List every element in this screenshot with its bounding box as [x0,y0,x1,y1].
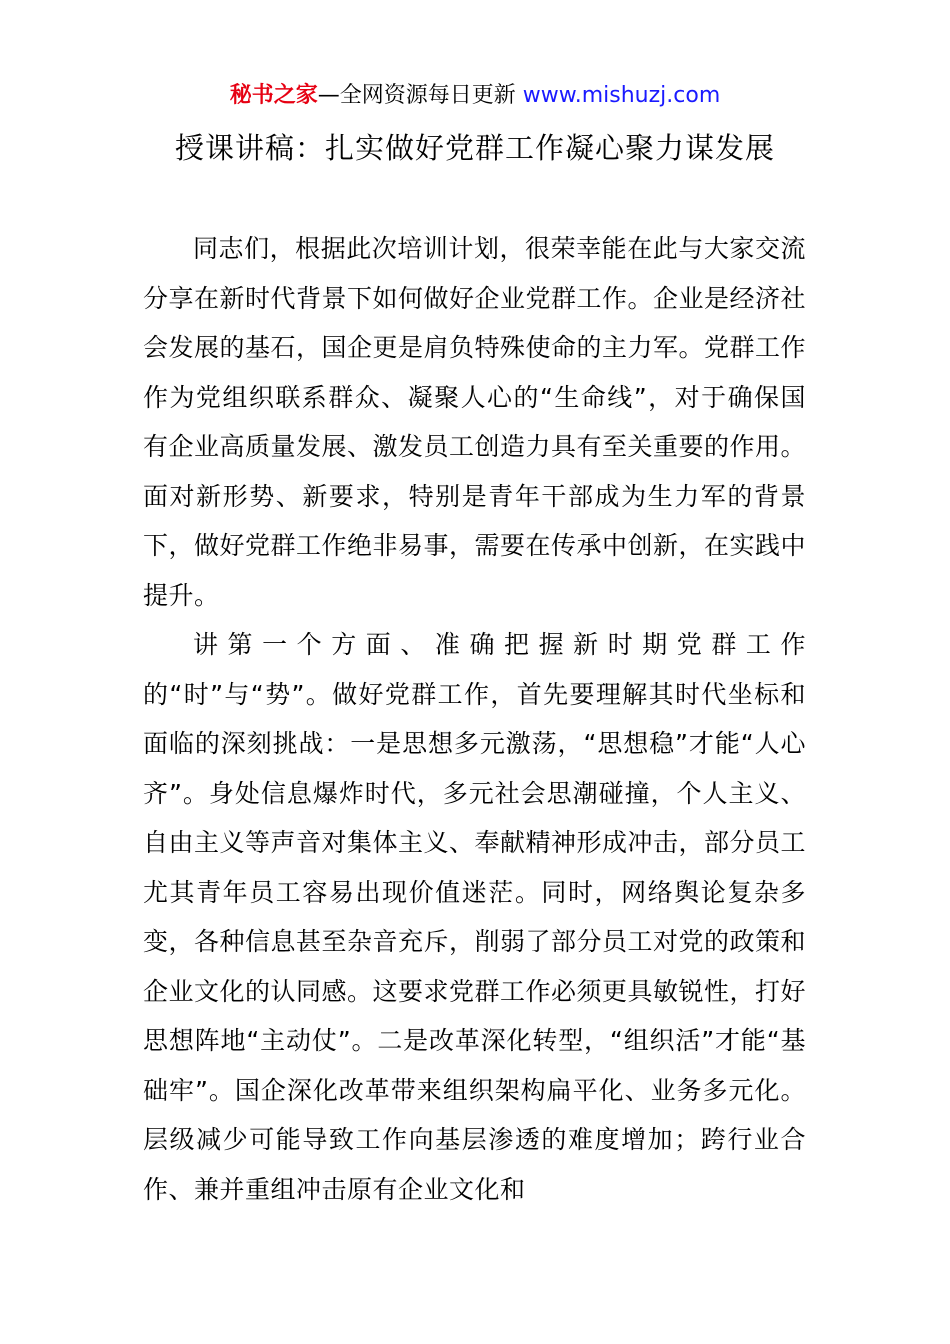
site-tagline: —全网资源每日更新 [317,83,523,108]
document-title: 授课讲稿：扎实做好党群工作凝心聚力谋发展 [174,131,775,165]
site-url-link[interactable]: www.mishuzj.com [522,83,721,108]
paragraph-intro: 同志们，根据此次培训计划，很荣幸能在此与大家交流分享在新时代背景下如何做好企业党群工作。企业是经济社会发展的基石，国企更是肩负特殊使命的主力军。党群工作作为党组织联系群众、凝聚人心的“生命线”，对于确保国有企业高质量发展、激发员工创造力具有至关重要的作用。面对新形势、新要求，特别是青年干部成为生力军的背景下，做好党群工作绝非易事，需要在传承中创新，在实践中提升。 [143,234,807,610]
site-header [0,80,950,112]
brand-name: 秘书之家 [229,83,318,108]
document-body [143,224,806,1214]
paragraph-section-one: 讲第一个方面、准确把握新时期党群工作的“时”与“势”。做好党群工作，首先要理解其时代坐标和面临的深刻挑战：一是思想多元激荡，“思想稳”才能“人心齐”。身处信息爆炸时代，多元社会思潮碰撞，个人主义、自由主义等声音对集体主义、奉献精神形成冲击，部分员工尤其青年员工容易出现价值迷茫。同时，网络舆论复杂多变，各种信息甚至杂音充斥，削弱了部分员工对党的政策和企业文化的认同感。这要求党群工作必须更具敏锐性，打好思想阵地“主动仗”。二是改革深化转型，“组织活”才能“基础牢”。国企深化改革带来组织架构扁平化、业务多元化。层级减少可能导致工作向基层渗透的难度增加；跨行业合作、兼并重组冲击原有企业文化和 [143,630,807,1204]
